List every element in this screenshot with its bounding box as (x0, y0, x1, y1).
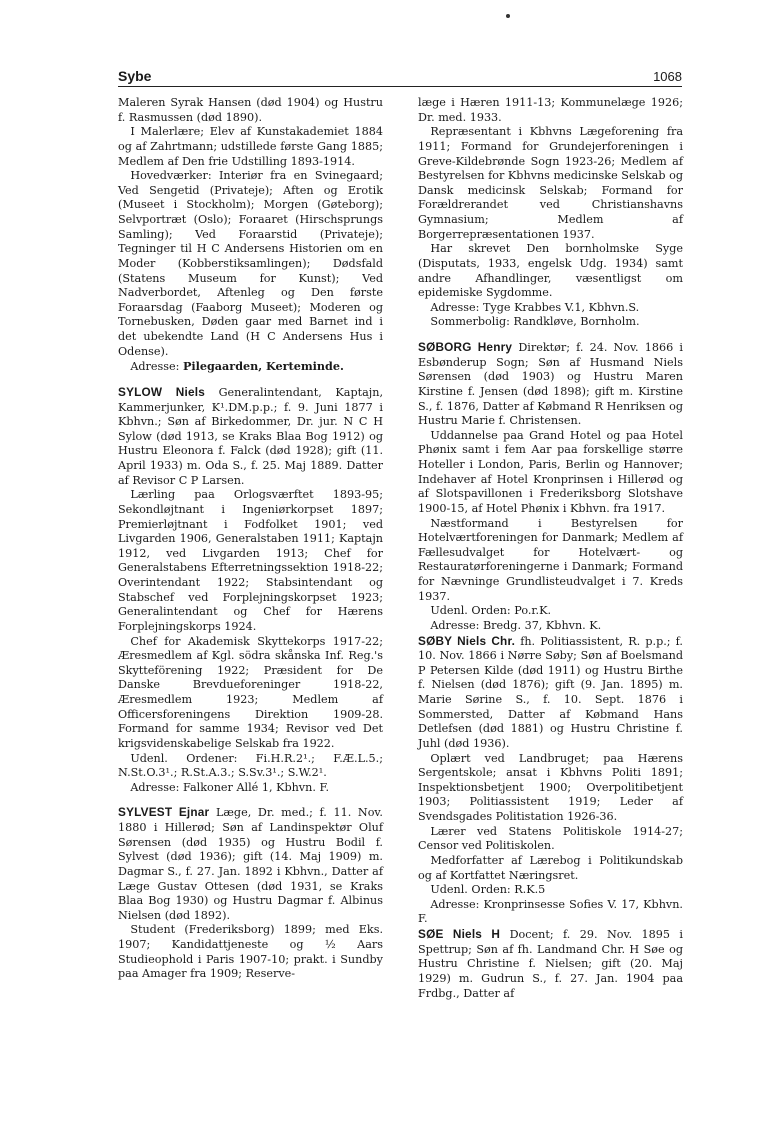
entry-text: Medforfatter af Lærebog i Politikundskab og af Kortfattet Næringsret. (418, 853, 683, 882)
entry-name: SØBORG Henry (418, 340, 513, 354)
entry-address: Adresse: Falkoner Allé 1, Kbhvn. F. (130, 780, 330, 794)
entry-soborg: SØBORG Henry Direktør; f. 24. Nov. 1866 i Esbønderup Sogn; Søn af Husmand Niels Sørensen (død 1903) og Hustru Maren Kirstine f. Jensen (død 1898); gift m. Kirstine S., f. 1876, Datter af Købmand R Henriksen og Hustru Marie f. Christensen. (418, 340, 683, 428)
entry-text: Lærer ved Statens Politiskole 1914-27; Censor ved Politiskolen. (418, 824, 683, 853)
entry-text: Student (Frederiksborg) 1899; med Eks. 1907; Kandidattjeneste og ½ Aars Studieophold i Paris 1907-10; prakt. i Sundby paa Amager fra 1909; Reserve- (118, 923, 383, 981)
entry-name: SØE Niels H (418, 927, 501, 941)
entry-text: Hovedværker: Interiør fra en Svinegaard; Ved Sengetid (Privateje); Aften og Erotik (Museet i Stockholm); Morgen (Gøteborg); Selvportræt (Oslo); Foraaret (Hirschsprungs Samling); Ved Foraarstid (Privateje); Tegninger til H C Andersens Historien om en Moder (Kobberstiksamlingen); Dødsfald (Statens Museum for Kunst); Ved Nadverbordet, Aftenleg og Den første Foraarsdag (Faaborg Museet); Moderen og Tornebusken, Døden gaar med Barnet ind i det ubekendte Land (H C Andersens Hus i Odense). (118, 169, 383, 358)
entry-text: Uddannelse paa Grand Hotel og paa Hotel Phønix samt i fem Aar paa forskellige større Hoteller i London, Paris, Berlin og Hannover; Indehaver af Hotel Kronprinsen i Hillerød og af Slotspavillonen i Frederiksborg Slotshave 1900-15, af Hotel Phønix i Kbhvn. fra 1917. (418, 428, 683, 515)
entry-text: I Malerlære; Elev af Kunstakademiet 1884 og af Zahrtmann; udstillede første Gang 1885; Medlem af Den frie Udstilling 1893-1914. (118, 125, 383, 168)
entry-name: SYLVEST Ejnar (118, 805, 210, 820)
entry-address: Adresse: Tyge Krabbes V.1, Kbhvn.S. (430, 300, 640, 314)
entry-text: Maleren Syrak Hansen (død 1904) og Hustru f. Rasmussen (død 1890). (118, 96, 383, 124)
entry-name: SYLOW Niels (118, 384, 205, 399)
entry-address: Adresse: Kronprinsesse Sofies V. 17, Kbhvn. F. (418, 897, 683, 926)
page-header (118, 62, 682, 87)
entry-soe: SØE Niels H Docent; f. 29. Nov. 1895 i Spettrup; Søn af fh. Landmand Chr. H Søe og Hustru Christine f. Nielsen; gift (20. Maj 1929) m. Gudrun S., f. 27. Jan. 1904 paa Frdbg., Datter af (418, 927, 683, 1000)
entry-sylvest: SYLVEST Ejnar Læge, Dr. med.; f. 11. Nov. 1880 i Hillerød; Søn af Landinspektør Oluf Sørensen (død 1935) og Hustru Bodil f. Sylvest (død 1936); gift (14. Maj 1909) m. Dagmar S., f. 27. Jan. 1892 i Kbhvn., Datter af Læge Gustav Ottesen (død 1931, se Kraks Blaa Bog 1930) og Hustru Dagmar f. Albinus Nielsen (død 1892). (118, 805, 383, 922)
left-column (118, 96, 383, 982)
entry-text: Udenl. Orden: Po.r.K. (430, 604, 552, 618)
entry-text: Lærling paa Orlogsværftet 1893-95; Sekondløjtnant i Ingeniørkorpset 1897; Premierløjtnant i Fodfolket 1901; ved Livgarden 1906, Generalstaben 1911; Kaptajn 1912, ved Livgarden 1913; Chef for Generalstabens Efterretningssektion 1918-22; Overintendant 1922; Stabsintendant og Stabschef ved Forplejningskorpset 1923; Generalintendant og Chef for Hærens Forplejningskorps 1924. (118, 488, 383, 633)
entry-name: SØBY Niels Chr. (418, 633, 516, 648)
entry-text: læge i Hæren 1911-13; Kommunelæge 1926; Dr. med. 1933. (418, 96, 683, 124)
print-mark (506, 14, 510, 18)
entry-soby: SØBY Niels Chr. fh. Politiassistent, R. p.p.; f. 10. Nov. 1866 i Nørre Søby; Søn af Boelsmand P Petersen Kilde (død 1911) og Hustru Birthe f. Nielsen (død 1876); gift (9. Jan. 1895) m. Marie Sørine S., f. 10. Sept. 1876 i Sommersted, Datter af Købmand Hans Detlefsen (død 1881) og Hustru Christine f. Juhl (død 1936). (418, 633, 683, 750)
right-column (418, 96, 683, 1001)
page-number: 1068 (653, 69, 682, 84)
entry-text: Repræsentant i Kbhvns Lægeforening fra 1911; Formand for Grundejerforeningen i Greve-Kildebrønde Sogn 1923-26; Medlem af Bestyrelsen for Kbhvns medicinske Selskab og Dansk medicinsk Selskab; Formand for Forældrerandet ved Christianshavns Gymnasium; Medlem af Borgerrepræsentationen 1937. (418, 125, 683, 241)
running-head-word: Sybe (118, 68, 152, 84)
entry-address: Adresse: Bredg. 37, Kbhvn. K. (430, 618, 602, 632)
entry-address: Adresse: Pilegaarden, Kerteminde. (130, 359, 344, 374)
entry-text: Næstformand i Bestyrelsen for Hotelværtforeningen for Danmark; Medlem af Fællesudvalget for Hotelvært- og Restauratørforeningerne i Danmark; Formand for Nævninge Grundlisteudvalget i 7. Kreds 1937. (418, 516, 683, 603)
entry-text: Oplært ved Landbruget; paa Hærens Sergentskole; ansat i Kbhvns Politi 1891; Inspektionsbetjent 1900; Overpolitibetjent 1903; Politiassistent 1919; Leder af Svendsgades Politistation 1926-36. (418, 751, 683, 823)
entry-text: Har skrevet Den bornholmske Syge (Disputats, 1933, engelsk Udg. 1934) samt andre Afhandlinger, væsentligst om epidemiske Sygdomme. (418, 242, 683, 300)
entry-summer-address: Sommerbolig: Randkløve, Bornholm. (430, 315, 640, 329)
entry-sylow: SYLOW Niels Generalintendant, Kaptajn, Kammerjunker, K¹.DM.p.p.; f. 9. Juni 1877 i Kbhvn.; Søn af Birkedommer, Dr. jur. N C H Sylow (død 1913, se Kraks Blaa Bog 1912) og Hustru Eleonora f. Falck (død 1928); gift (11. April 1933) m. Oda S., f. 25. Maj 1889. Datter af Revisor C P Larsen. (118, 384, 383, 487)
entry-text: Udenl. Ordener: Fi.H.R.2¹.; F.Æ.L.5.; N.St.O.3¹.; R.St.A.3.; S.Sv.3¹.; S.W.2¹. (118, 751, 383, 780)
entry-text: Udenl. Orden: R.K.5 (430, 883, 546, 897)
entry-text: Chef for Akademisk Skyttekorps 1917-22; Æresmedlem af Kgl. södra skånska Inf. Reg.'s Skytteförening 1922; Præsident for De Danske Brevdueforeninger 1918-22, Æresmedlem 1923; Medlem af Officersforeningens Direktion 1909-28. Formand for samme 1934; Revisor ved Det krigsvidenskabelige Selskab fra 1922. (118, 634, 383, 750)
